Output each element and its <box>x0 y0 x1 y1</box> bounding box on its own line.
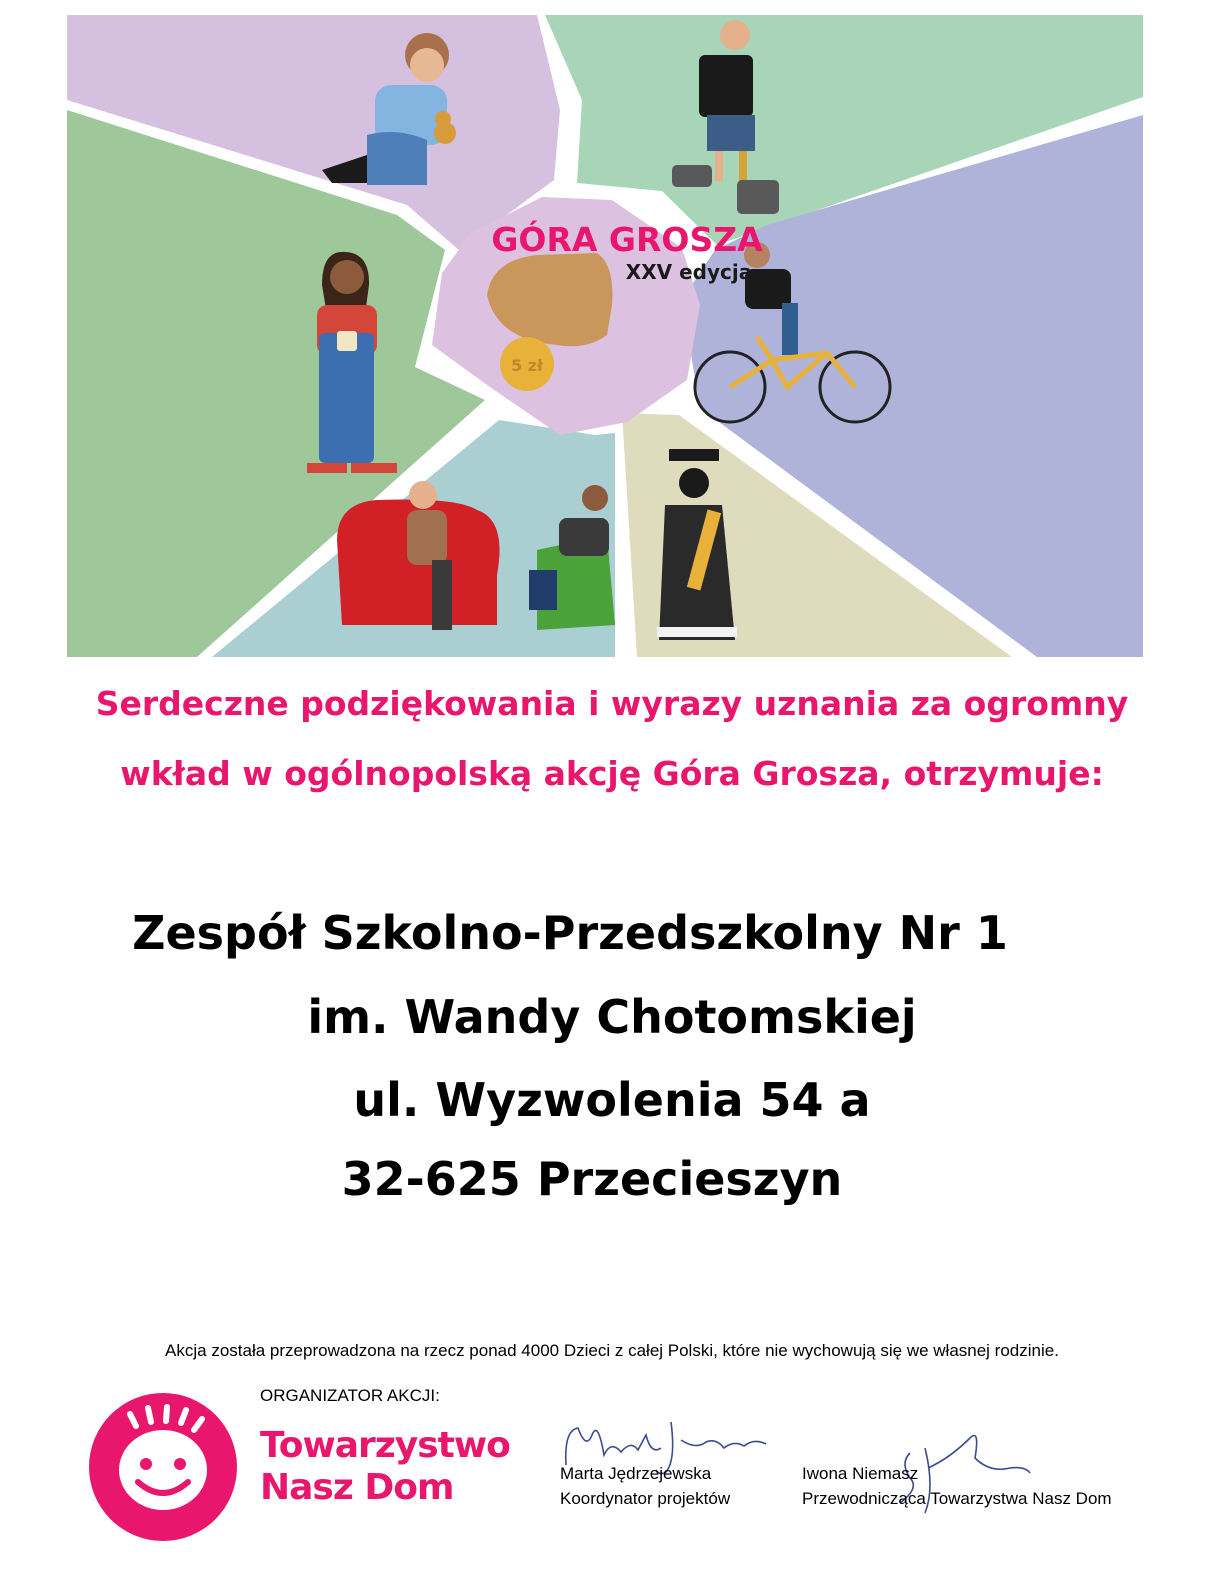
recipient-street: ul. Wyzwolenia 54 a <box>353 1073 871 1127</box>
signatory-1-name: Marta Jędrzejewska <box>560 1464 712 1483</box>
recipient-name: Zespół Szkolno-Przedszkolny Nr 1 <box>132 906 1008 960</box>
brand-name-line-1: Towarzystwo <box>260 1425 510 1466</box>
recipient-city: 32-625 Przecieszyn <box>341 1152 843 1206</box>
recipient-patron: im. Wandy Chotomskiej <box>307 990 917 1044</box>
coin-label: 5 zł <box>511 356 543 375</box>
campaign-title: GÓRA GROSZA <box>491 220 763 259</box>
thanks-line-1: Serdeczne podziękowania i wyrazy uznania za ogromny <box>95 684 1129 723</box>
campaign-edition: XXV edycja <box>625 260 753 284</box>
signatory-2-role: Przewodnicząca Towarzystwa Nasz Dom <box>802 1489 1112 1508</box>
signatory-2 <box>802 1461 1112 1511</box>
organizer-label: ORGANIZATOR AKCJI: <box>260 1386 440 1405</box>
banner-illustration <box>67 15 1143 657</box>
brand-name-line-2: Nasz Dom <box>260 1467 454 1508</box>
thanks-line-2: wkład w ogólnopolską akcję Góra Grosza, otrzymuje: <box>120 754 1104 793</box>
signatory-1-role: Koordynator projektów <box>560 1489 731 1508</box>
footer-note: Akcja została przeprowadzona na rzecz ponad 4000 Dzieci z całej Polski, które nie wychowują się we własnej rodzinie. <box>165 1341 1059 1360</box>
signatory-2-name: Iwona Niemasz <box>802 1464 919 1483</box>
signatory-1 <box>560 1461 730 1511</box>
smiley-logo-icon <box>88 1392 238 1542</box>
